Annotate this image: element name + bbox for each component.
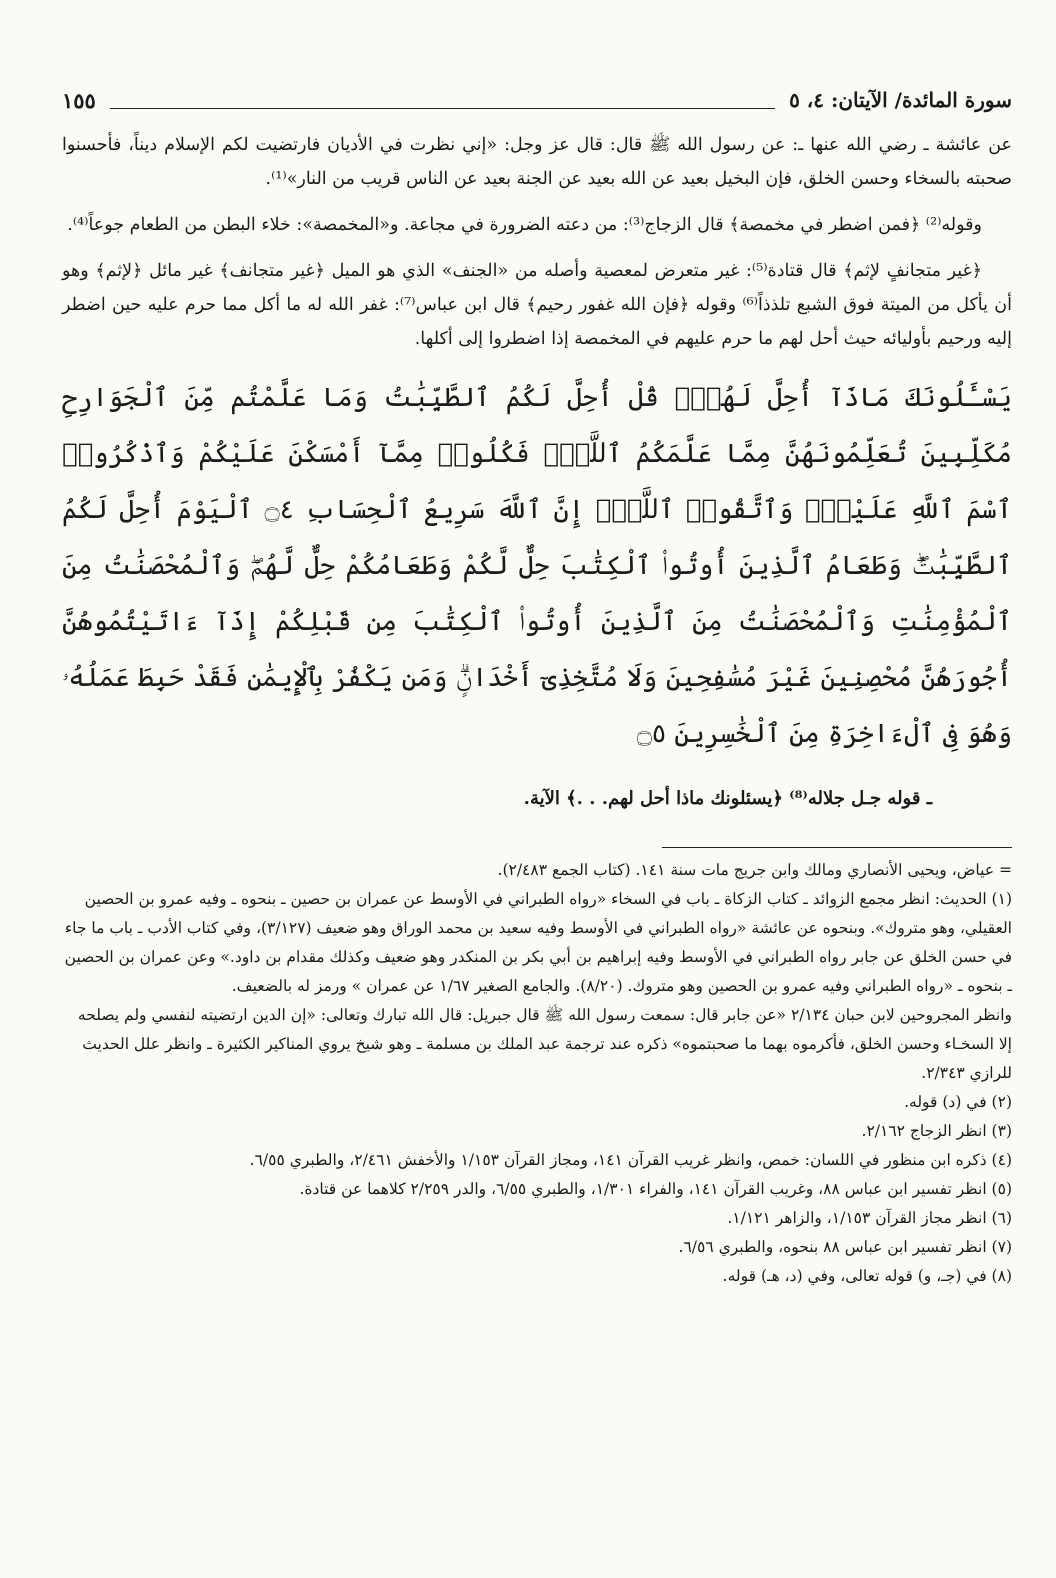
footnote-continuation: = عياض، ويحيى الأنصاري ومالك وابن جريج مات سنة ١٤١. (كتاب الجمع ٢/٤٨٣). <box>497 861 1012 879</box>
footnote-1: (١) الحديث: انظر مجمع الزوائد ـ كتاب الزكاة ـ باب في السخاء «رواه الطبراني في الأوسط عن عمران بن حصين ـ بنحوه ـ وفيه عمرو بن الحصين العقيلي، وهو متروك». وبنحوه عن عائشة «رواه الطبراني في الأوسط وفيه سعيد بن محمد الوراق وهو ضعيف (٣/١٢٧)، وفي كتاب الأدب ـ باب ما جاء في حسن الخلق عن جابر رواه الطبراني في الأوسط وفيه إبراهيم بن أبي بكر بن المنكدر وهو ضعيف وكذلك مقدام بن داود.» وعن عمران بن الحصين ـ بنحوه ـ «رواه الطبراني وفيه عمرو بن الحصين وهو متروك. (٨/٢٠). والجامع الصغير ١/٦٧ عن عمران » ورمز له بالضعيف. <box>64 890 1012 995</box>
footnote-3: (٣) انظر الزجاج ٢/١٦٢. <box>861 1122 1012 1140</box>
paragraph-1: عن عائشة ـ رضي الله عنها ـ: عن رسول الله ﷺ قال: قال عز وجل: «إني نظرت في الأديان فارتضيت لكم الإسلام ديناً، فأحسنوا صحبته بالسخاء وحسن الخلق، فإن البخيل بعيد عن الله بعيد عن الجنة بعيد عن الناس قريب من النار»⁽¹⁾. <box>62 135 1012 189</box>
document-page <box>62 82 1012 1291</box>
footnote-8: (٨) في (جـ، و) قوله تعالى، وفي (د، هـ) قوله. <box>722 1267 1012 1285</box>
paragraph-2: وقوله⁽²⁾ ﴿فمن اضطر في مخمصة﴾ قال الزجاج⁽³⁾: من دعته الضرورة في مجاعة. و«المخمصة»: خلاء البطن من الطعام جوعاً⁽⁴⁾. <box>67 215 982 235</box>
paragraph-3: ﴿غير متجانفٍ لإثم﴾ قال قتادة⁽⁵⁾: غير متعرض لمعصية وأصله من «الجنف» الذي هو الميل ﴿غير متجانف﴾ غير مائل ﴿لإثم﴾ وهو أن يأكل من الميتة فوق الشبع تلذذاً⁽⁶⁾ وقوله ﴿فإن الله غفور رحيم﴾ قال ابن عباس⁽⁷⁾: غفر الله له ما أكل مما حرم عليه حين اضطر إليه ورحيم بأوليائه حيث أحل لهم ما حرم عليهم في المخمصة إذا اضطروا إلى أكلها. <box>62 261 1013 349</box>
footnote-5: (٥) انظر تفسير ابن عباس ٨٨، وغريب القرآن ١٤١، والفراء ١/٣٠١، والطبري ٦/٥٥، والدر ٢/٢٥٩ كلاهما عن قتادة. <box>299 1180 1012 1198</box>
footnotes <box>62 856 1012 1291</box>
quran-verse: يَسْـَٔلُونَكَ مَاذَآ أُحِلَّ لَهُمْۖ قُلْ أُحِلَّ لَكُمُ ٱلطَّيِّبَٰتُ وَمَا عَلَّمْتُم مِّنَ ٱلْجَوَارِحِ مُكَلِّبِينَ تُعَلِّمُونَهُنَّ مِمَّا عَلَّمَكُمُ ٱللَّهُۖ فَكُلُوا۟ مِمَّآ أَمْسَكْنَ عَلَيْكُمْ وَٱذْكُرُوا۟ ٱسْمَ ٱللَّهِ عَلَيْهِۖ وَٱتَّقُوا۟ ٱللَّهَۚ إِنَّ ٱللَّهَ سَرِيعُ ٱلْحِسَابِ ۝٤ ٱلْيَوْمَ أُحِلَّ لَكُمُ ٱلطَّيِّبَٰتُۖ وَطَعَامُ ٱلَّذِينَ أُوتُوا۟ ٱلْكِتَٰبَ حِلٌّ لَّكُمْ وَطَعَامُكُمْ حِلٌّ لَّهُمْۖ وَٱلْمُحْصَنَٰتُ مِنَ ٱلْمُؤْمِنَٰتِ وَٱلْمُحْصَنَٰتُ مِنَ ٱلَّذِينَ أُوتُوا۟ ٱلْكِتَٰبَ مِن قَبْلِكُمْ إِذَآ ءَاتَيْتُمُوهُنَّ أُجُورَهُنَّ مُحْصِنِينَ غَيْرَ مُسَٰفِحِينَ وَلَا مُتَّخِذِىٓ أَخْدَانٍۗ وَمَن يَكْفُرْ بِٱلْإِيمَٰنِ فَقَدْ حَبِطَ عَمَلُهُۥ وَهُوَ فِى ٱلْءَاخِرَةِ مِنَ ٱلْخَٰسِرِينَ ۝٥ <box>62 383 1013 749</box>
footnote-6: (٦) انظر مجاز القرآن ١/١٥٣، والزاهر ١/١٢١. <box>727 1209 1012 1227</box>
footnote-4: (٤) ذكره ابن منظور في اللسان: خمص، وانظر غريب القرآن ١٤١، ومجاز القرآن ١/١٥٣ والأخفش ٢/٤٦١، والطبري ٦/٥٥. <box>249 1151 1012 1169</box>
footnote-1-continued: وانظر المجروحين لابن حبان ٢/١٣٤ «عن جابر قال: سمعت رسول الله ﷺ قال جبريل: قال الله تبارك وتعالى: «إن الدين ارتضيته لنفسي ولم يصلحه إلا السخـاء وحسن الخلق، فأكرموه بهما ما صحبتموه» ذكره عند ترجمة عبد الملك بن مسلمة ـ وهو شيخ يروي المناكير الكثيرة ـ وانظر علل الحديث للرازي ٢/٣٤٣. <box>77 1006 1012 1082</box>
footnote-2: (٢) في (د) قوله. <box>904 1093 1012 1111</box>
verse-commentary-heading: ـ قوله جـل جلاله⁽⁸⁾ ﴿يسئلونك ماذا أحل لهم. . .﴾ الآية. <box>523 788 932 809</box>
running-header <box>62 82 1012 118</box>
footnote-7: (٧) انظر تفسير ابن عباس ٨٨ بنحوه، والطبري ٦/٥٦. <box>678 1238 1012 1256</box>
header-rule <box>110 108 775 109</box>
header-title: سورة المائدة/ الآيتان: ٤، ٥ <box>789 88 1012 112</box>
page-number: ١٥٥ <box>62 87 96 113</box>
footnote-separator <box>662 847 1012 848</box>
